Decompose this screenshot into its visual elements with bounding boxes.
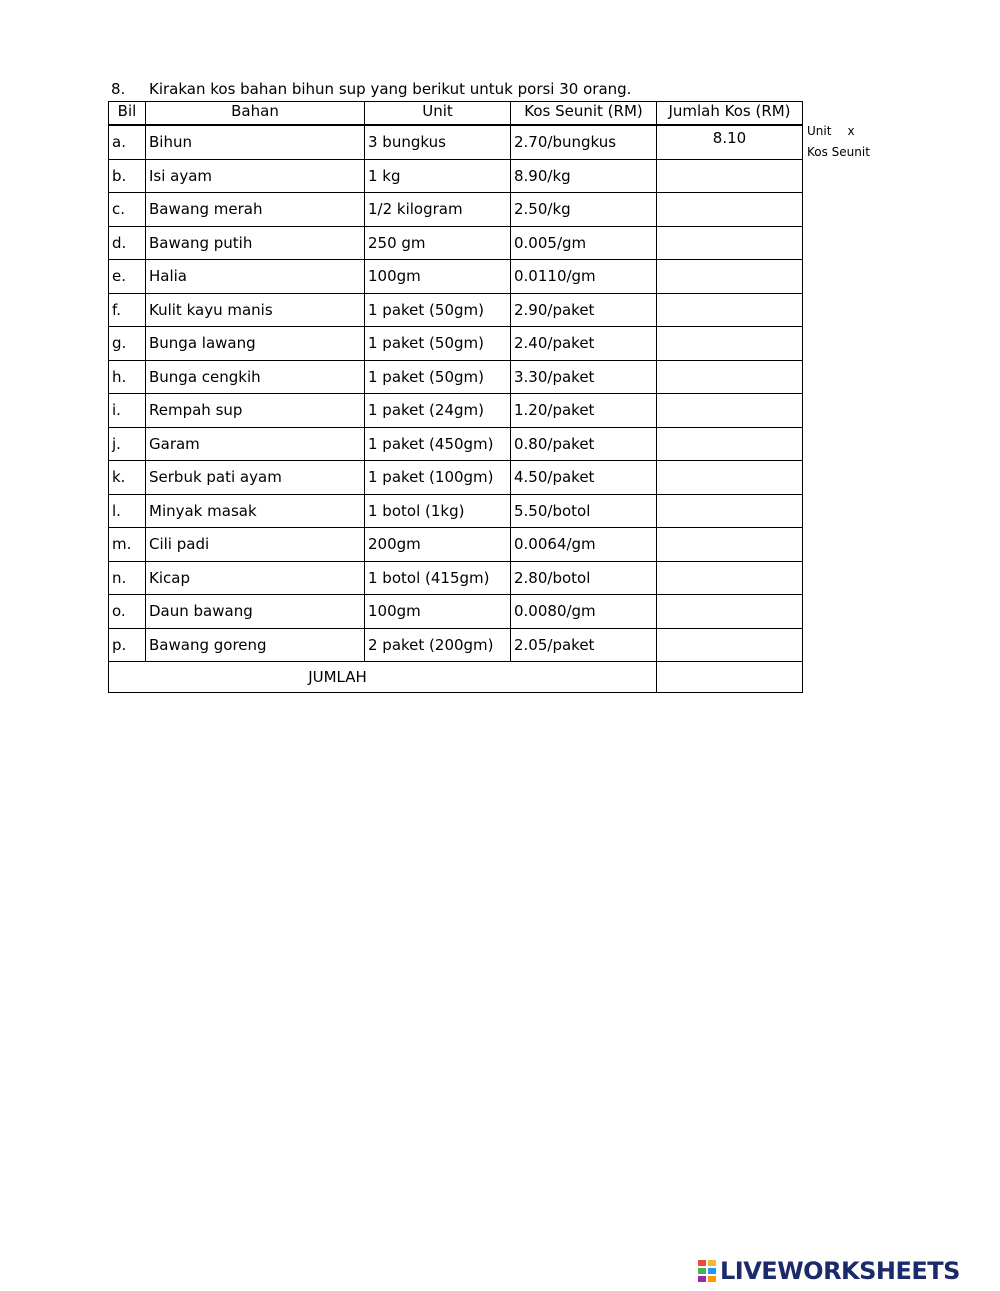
row-unit: 250 gm	[365, 226, 511, 260]
logo-square	[697, 1267, 707, 1275]
row-bil: d.	[109, 226, 146, 260]
total-row	[109, 662, 803, 693]
row-bil: n.	[109, 561, 146, 595]
table-row	[109, 394, 803, 428]
liveworksheets-logo-icon	[697, 1259, 717, 1283]
formula-kos-seunit: Kos Seunit	[807, 145, 870, 159]
row-bil: p.	[109, 628, 146, 662]
row-kos-seunit: 0.80/paket	[511, 427, 657, 461]
row-jumlah-answer-cell[interactable]: 8.10	[657, 125, 803, 159]
row-bahan: Halia	[146, 260, 365, 294]
row-unit: 100gm	[365, 595, 511, 629]
row-jumlah-answer-cell[interactable]	[657, 561, 803, 595]
row-bahan: Kicap	[146, 561, 365, 595]
formula-multiply-sign: x	[847, 124, 855, 138]
table-row	[109, 528, 803, 562]
row-jumlah-answer-cell[interactable]	[657, 293, 803, 327]
row-bahan: Daun bawang	[146, 595, 365, 629]
row-bahan: Isi ayam	[146, 159, 365, 193]
table-row	[109, 193, 803, 227]
row-unit: 200gm	[365, 528, 511, 562]
row-bil: b.	[109, 159, 146, 193]
table-row	[109, 461, 803, 495]
header-bil: Bil	[109, 102, 146, 126]
formula-unit: Unit	[807, 124, 832, 138]
logo-square	[707, 1275, 717, 1283]
row-bahan: Rempah sup	[146, 394, 365, 428]
row-kos-seunit: 0.005/gm	[511, 226, 657, 260]
row-jumlah-answer-cell[interactable]	[657, 360, 803, 394]
row-kos-seunit: 8.90/kg	[511, 159, 657, 193]
table-row	[109, 327, 803, 361]
table-row	[109, 360, 803, 394]
row-jumlah-answer-cell[interactable]	[657, 461, 803, 495]
question-text: Kirakan kos bahan bihun sup yang berikut untuk porsi 30 orang.	[149, 80, 632, 98]
row-kos-seunit: 2.90/paket	[511, 293, 657, 327]
row-kos-seunit: 2.40/paket	[511, 327, 657, 361]
row-bil: c.	[109, 193, 146, 227]
question-number: 8.	[111, 80, 126, 98]
row-bil: i.	[109, 394, 146, 428]
row-kos-seunit: 5.50/botol	[511, 494, 657, 528]
brand-name: LIVEWORKSHEETS	[720, 1257, 960, 1285]
row-kos-seunit: 0.0064/gm	[511, 528, 657, 562]
row-bahan: Minyak masak	[146, 494, 365, 528]
row-jumlah-answer-cell[interactable]	[657, 394, 803, 428]
logo-square	[697, 1275, 707, 1283]
row-jumlah-answer-cell[interactable]	[657, 494, 803, 528]
row-bahan: Cili padi	[146, 528, 365, 562]
row-unit: 1 botol (1kg)	[365, 494, 511, 528]
logo-square	[707, 1259, 717, 1267]
row-unit: 1 paket (450gm)	[365, 427, 511, 461]
row-kos-seunit: 2.80/botol	[511, 561, 657, 595]
row-jumlah-answer-cell[interactable]	[657, 226, 803, 260]
row-unit: 1 paket (50gm)	[365, 293, 511, 327]
row-bil: j.	[109, 427, 146, 461]
row-bahan: Bawang goreng	[146, 628, 365, 662]
question-line	[111, 79, 631, 99]
row-kos-seunit: 3.30/paket	[511, 360, 657, 394]
row-jumlah-answer-cell[interactable]	[657, 528, 803, 562]
row-unit: 2 paket (200gm)	[365, 628, 511, 662]
row-bahan: Bawang merah	[146, 193, 365, 227]
row-bil: f.	[109, 293, 146, 327]
row-bahan: Serbuk pati ayam	[146, 461, 365, 495]
header-jumlah-kos: Jumlah Kos (RM)	[657, 102, 803, 126]
total-answer-cell[interactable]	[657, 662, 803, 693]
row-bahan: Bihun	[146, 125, 365, 159]
row-bahan: Bawang putih	[146, 226, 365, 260]
row-bahan: Garam	[146, 427, 365, 461]
table-row	[109, 494, 803, 528]
row-unit: 1 botol (415gm)	[365, 561, 511, 595]
row-kos-seunit: 4.50/paket	[511, 461, 657, 495]
table-row	[109, 595, 803, 629]
row-bil: a.	[109, 125, 146, 159]
header-kos-seunit: Kos Seunit (RM)	[511, 102, 657, 126]
logo-square	[707, 1267, 717, 1275]
row-jumlah-answer-cell[interactable]	[657, 260, 803, 294]
row-jumlah-answer-cell[interactable]	[657, 327, 803, 361]
row-kos-seunit: 0.0080/gm	[511, 595, 657, 629]
row-kos-seunit: 0.0110/gm	[511, 260, 657, 294]
table-row	[109, 125, 803, 159]
row-bil: e.	[109, 260, 146, 294]
row-unit: 1/2 kilogram	[365, 193, 511, 227]
cost-table	[108, 101, 803, 693]
row-bahan: Bunga cengkih	[146, 360, 365, 394]
header-unit: Unit	[365, 102, 511, 126]
row-bahan: Kulit kayu manis	[146, 293, 365, 327]
header-bahan: Bahan	[146, 102, 365, 126]
table-row	[109, 427, 803, 461]
liveworksheets-brand	[697, 1256, 960, 1286]
row-bil: g.	[109, 327, 146, 361]
row-unit: 1 paket (24gm)	[365, 394, 511, 428]
row-bil: h.	[109, 360, 146, 394]
row-jumlah-answer-cell[interactable]	[657, 595, 803, 629]
table-row	[109, 628, 803, 662]
row-bil: m.	[109, 528, 146, 562]
row-bil: l.	[109, 494, 146, 528]
table-row	[109, 561, 803, 595]
table-row	[109, 260, 803, 294]
row-unit: 1 paket (50gm)	[365, 327, 511, 361]
row-jumlah-answer-cell[interactable]	[657, 193, 803, 227]
row-jumlah-answer-cell[interactable]	[657, 159, 803, 193]
row-kos-seunit: 1.20/paket	[511, 394, 657, 428]
row-kos-seunit: 2.70/bungkus	[511, 125, 657, 159]
row-unit: 1 paket (50gm)	[365, 360, 511, 394]
row-kos-seunit: 2.05/paket	[511, 628, 657, 662]
row-jumlah-answer-cell[interactable]	[657, 427, 803, 461]
row-unit: 1 kg	[365, 159, 511, 193]
row-unit: 1 paket (100gm)	[365, 461, 511, 495]
row-unit: 3 bungkus	[365, 125, 511, 159]
row-unit: 100gm	[365, 260, 511, 294]
formula-hint	[807, 121, 870, 163]
row-kos-seunit: 2.50/kg	[511, 193, 657, 227]
row-bil: o.	[109, 595, 146, 629]
row-bahan: Bunga lawang	[146, 327, 365, 361]
row-jumlah-answer-cell[interactable]	[657, 628, 803, 662]
table-header-row	[109, 102, 803, 126]
table-row	[109, 293, 803, 327]
table-row	[109, 226, 803, 260]
table-row	[109, 159, 803, 193]
logo-square	[697, 1259, 707, 1267]
total-label: JUMLAH	[109, 662, 657, 693]
row-bil: k.	[109, 461, 146, 495]
